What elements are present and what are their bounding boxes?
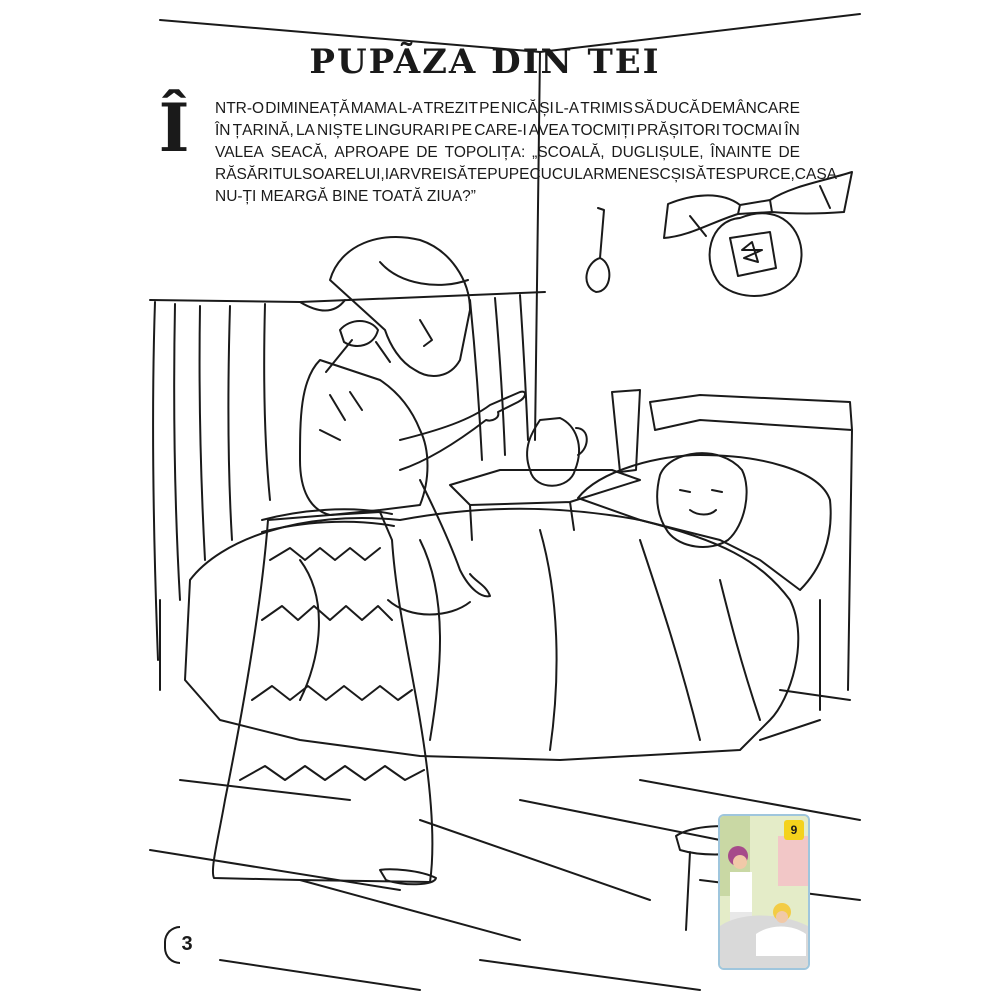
mother-head	[330, 237, 470, 376]
wall-plate-icon	[710, 213, 802, 296]
color-reference-thumbnail	[718, 814, 810, 970]
story-text-line-1: NTR-O DIMINEAȚĂ MAMA L-A TREZIT PE NICĂ ȘI L-A TRIMIS SĂ DUCĂ DEMÂNCARE	[215, 100, 800, 117]
blanket-folds	[300, 530, 760, 750]
story-text-line-3: VALEA SEACĂ, APROAPE DE TOPOLIȚA: „SCOALĂ, DUGLIȘULE, ÎNAINTE DE	[215, 144, 800, 161]
story-text-line-4: RĂSĂRITUL SOARELUI, IAR VREI SĂ TE PUPE CUCUL ARMENESC ȘI SĂ TE SPURCE, CA SA	[215, 166, 838, 183]
mother-lower-arm	[420, 480, 490, 596]
left-curtain	[153, 302, 270, 660]
thumbnail-number-badge: 9	[784, 820, 804, 840]
cup-icon	[612, 390, 640, 472]
mother-arm	[400, 392, 525, 470]
story-text-line-2: ÎN ȚARINĂ, LA NIȘTE LINGURARI PE CARE-I AVEA TOCMIȚI PRĂȘITORI TOCMAI ÎN	[215, 122, 800, 139]
boy-head	[657, 453, 746, 547]
page-number: 3	[181, 933, 193, 955]
jug-icon	[527, 418, 587, 486]
story-text-line-5: NU-ȚI MEARGĂ BINE TOATĂ ZIUA?”	[215, 188, 476, 205]
drop-cap-letter: Î	[158, 89, 190, 167]
bedside-table	[450, 470, 640, 540]
right-curtain	[300, 295, 528, 460]
bed-frame	[160, 600, 850, 740]
pillow	[578, 455, 831, 590]
story-title: PUPÃZA DIN TEI	[309, 42, 661, 82]
spoon-icon	[586, 208, 609, 292]
